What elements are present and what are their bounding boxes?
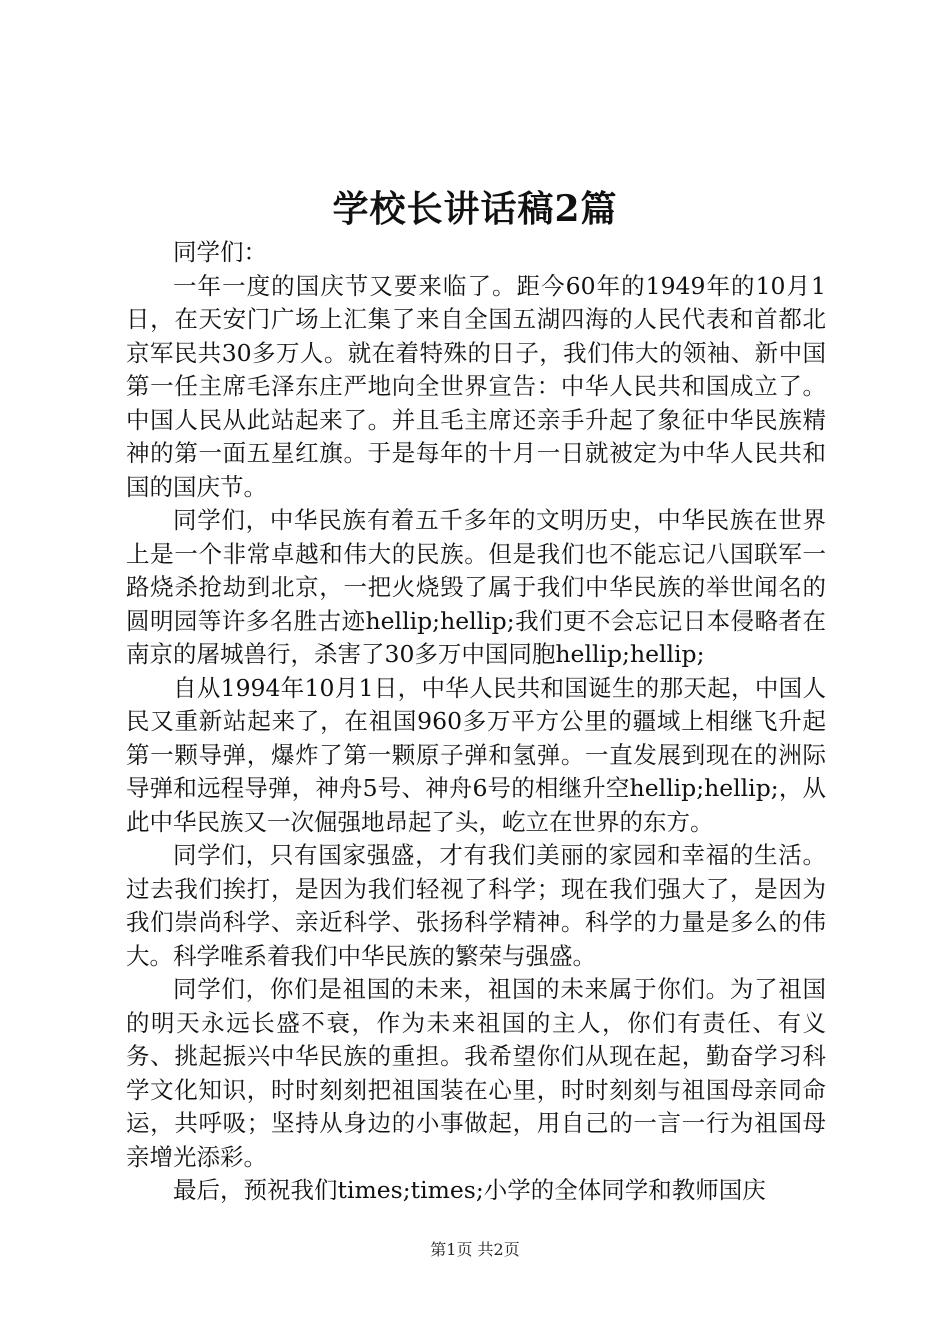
body-paragraph: 自从1994年10月1日，中华人民共和国诞生的那天起，中国人民又重新站起来了，在祖国960多万平方公里的疆域上相继飞升起第一颗导弹，爆炸了第一颗原子弹和氢弹。一直发展到现在的洲际导弹和远程导弹，神舟5号、神舟6号的相继升空hellip;hellip;，从此中华民族又一次倔强地昂起了头，屹立在世界的东方。 xyxy=(126,673,826,836)
body-paragraph: 一年一度的国庆节又要来临了。距今60年的1949年的10月1日，在天安门广场上汇集了来自全国五湖四海的人民代表和首都北京军民共30多万人。就在着特殊的日子，我们伟大的领袖、新中国第一任主席毛泽东庄严地向全世界宣告：中华人民共和国成立了。中国人民从此站起来了。并且毛主席还亲手升起了象征中华民族精神的第一面五星红旗。于是每年的十月一日就被定为中华人民共和国的国庆节。 xyxy=(126,271,826,501)
body-paragraph: 同学们，只有国家强盛，才有我们美丽的家园和幸福的生活。过去我们挨打，是因为我们轻视了科学；现在我们强大了，是因为我们崇尚科学、亲近科学、张扬科学精神。科学的力量是多么的伟大。科学唯系着我们中华民族的繁荣与强盛。 xyxy=(126,841,826,970)
salutation-paragraph: 同学们： xyxy=(173,238,267,266)
page-number-footer: 第1页 共2页 xyxy=(430,1240,520,1259)
document-title: 学校长讲话稿2篇 xyxy=(332,188,618,230)
body-paragraph: 最后，预祝我们times;times;小学的全体同学和教师国庆 xyxy=(173,1176,766,1204)
document-body xyxy=(126,236,826,1208)
body-paragraph: 同学们，你们是祖国的未来，祖国的未来属于你们。为了祖国的明天永远长盛不衰，作为未来祖国的主人，你们有责任、有义务、挑起振兴中华民族的重担。我希望你们从现在起，勤奋学习科学文化知识，时时刻刻把祖国装在心里，时时刻刻与祖国母亲同命运，共呼吸；坚持从身边的小事做起，用自己的一言一行为祖国母亲增光添彩。 xyxy=(126,975,826,1171)
body-paragraph: 同学们，中华民族有着五千多年的文明历史，中华民族在世界上是一个非常卓越和伟大的民族。但是我们也不能忘记八国联军一路烧杀抢劫到北京，一把火烧毁了属于我们中华民族的举世闻名的圆明园等许多名胜古迹hellip;hellip;我们更不会忘记日本侵略者在南京的屠城兽行，杀害了30多万中国同胞hellip;hellip; xyxy=(126,506,826,668)
